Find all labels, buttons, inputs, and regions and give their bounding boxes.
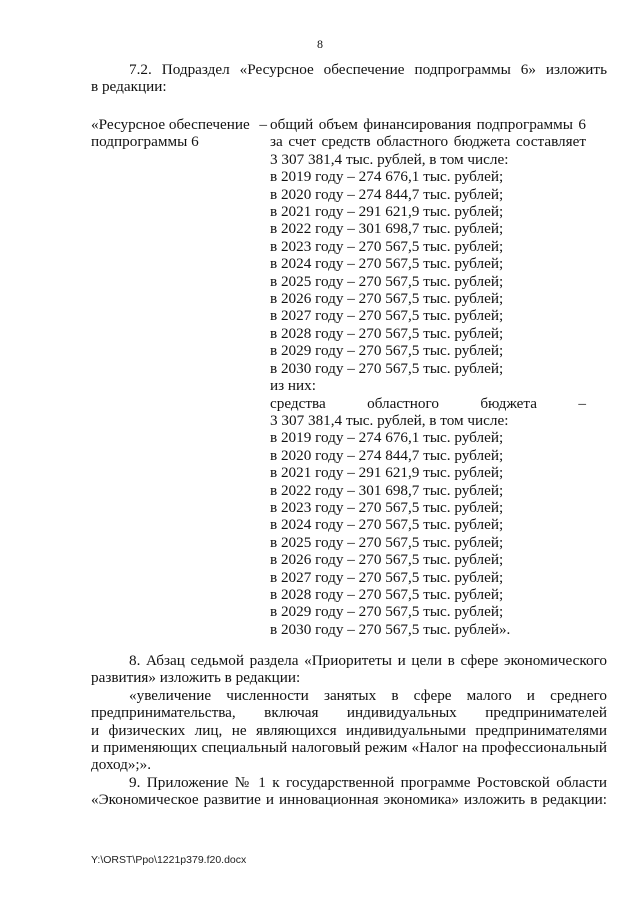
section-8-line2: развития» изложить в редакции: — [91, 669, 301, 687]
section-9-paragraph — [91, 774, 607, 809]
year-total-2019: в 2019 году – 274 676,1 тыс. рублей; — [270, 168, 504, 186]
resource-content — [270, 116, 586, 638]
year-total-2023: в 2023 году – 270 567,5 тыс. рублей; — [270, 237, 504, 255]
resource-label-dash: – — [259, 116, 267, 133]
of-them-label: из них: — [270, 377, 316, 395]
year-regional-2029: в 2029 году – 270 567,5 тыс. рублей; — [270, 603, 504, 621]
year-regional-2030: в 2030 году – 270 567,5 тыс. рублей». — [270, 620, 511, 638]
resource-intro-line1: общий объем финансирования подпрограммы 6 — [270, 116, 586, 133]
resource-intro-line2: за счет средств областного бюджета составляет — [270, 133, 586, 151]
regional-budget-line — [270, 395, 586, 412]
year-regional-2019: в 2019 году – 274 676,1 тыс. рублей; — [270, 429, 504, 447]
year-total-2028: в 2028 году – 270 567,5 тыс. рублей; — [270, 324, 504, 342]
year-total-2021: в 2021 году – 291 621,9 тыс. рублей; — [270, 203, 504, 221]
year-total-2027: в 2027 году – 270 567,5 тыс. рублей; — [270, 307, 504, 325]
section-7-2-paragraph — [91, 61, 607, 96]
page-number: 8 — [317, 37, 323, 51]
year-regional-2020: в 2020 году – 274 844,7 тыс. рублей; — [270, 446, 504, 464]
regional-word-1: средства — [270, 394, 326, 412]
section-7-2-line1: 7.2. Подраздел «Ресурсное обеспечение подпрограммы 6» изложить — [129, 61, 607, 78]
section-8-line1: 8. Абзац седьмой раздела «Приоритеты и цели в сфере экономического — [129, 652, 607, 669]
resource-label — [91, 116, 267, 151]
year-regional-2028: в 2028 году – 270 567,5 тыс. рублей; — [270, 585, 504, 603]
resource-label-line1: «Ресурсное обеспечение — [91, 116, 250, 133]
section-9-line2: «Экономическое развитие и инновационная экономика» изложить в редакции: — [91, 791, 607, 809]
year-regional-2024: в 2024 году – 270 567,5 тыс. рублей; — [270, 516, 504, 534]
section-8-paragraph — [91, 652, 607, 774]
regional-word-2: областного — [367, 394, 439, 412]
section-7-2-line2: в редакции: — [91, 78, 167, 96]
regional-word-dash: – — [578, 394, 586, 412]
year-regional-2026: в 2026 году – 270 567,5 тыс. рублей; — [270, 551, 504, 569]
year-regional-2021: в 2021 году – 291 621,9 тыс. рублей; — [270, 464, 504, 482]
year-total-2020: в 2020 году – 274 844,7 тыс. рублей; — [270, 185, 504, 203]
year-regional-2027: в 2027 году – 270 567,5 тыс. рублей; — [270, 568, 504, 586]
section-9-line1: 9. Приложение № 1 к государственной программе Ростовской области — [129, 774, 607, 791]
year-total-2026: в 2026 году – 270 567,5 тыс. рублей; — [270, 290, 504, 308]
year-total-2024: в 2024 году – 270 567,5 тыс. рублей; — [270, 255, 504, 273]
year-regional-2022: в 2022 году – 301 698,7 тыс. рублей; — [270, 481, 504, 499]
year-regional-2023: в 2023 году – 270 567,5 тыс. рублей; — [270, 498, 504, 516]
footer-file-path: Y:\ORST\Ppo\1221p379.f20.docx — [91, 854, 247, 866]
section-8-quote-line1: «увеличение численности занятых в сфере малого и среднего — [129, 686, 607, 704]
section-8-quote-line5: доход»;». — [91, 756, 152, 774]
regional-total-line: 3 307 381,4 тыс. рублей, в том числе: — [270, 411, 509, 429]
section-8-quote-line3: и физических лиц, не являющихся индивидуальными предпринимателями — [91, 721, 607, 739]
section-8-quote-line2: предпринимательства, включая индивидуальных предпринимателей — [91, 704, 607, 722]
year-total-2025: в 2025 году – 270 567,5 тыс. рублей; — [270, 272, 504, 290]
year-total-2030: в 2030 году – 270 567,5 тыс. рублей; — [270, 359, 504, 377]
resource-label-line2: подпрограммы 6 — [91, 133, 199, 151]
year-total-2029: в 2029 году – 270 567,5 тыс. рублей; — [270, 342, 504, 360]
resource-total-line: 3 307 381,4 тыс. рублей, в том числе: — [270, 150, 509, 168]
section-8-quote-line4: и применяющих специальный налоговый режим «Налог на профессиональный — [91, 739, 607, 757]
regional-word-3: бюджета — [480, 394, 537, 412]
year-total-2022: в 2022 году – 301 698,7 тыс. рублей; — [270, 220, 504, 238]
year-regional-2025: в 2025 году – 270 567,5 тыс. рублей; — [270, 533, 504, 551]
